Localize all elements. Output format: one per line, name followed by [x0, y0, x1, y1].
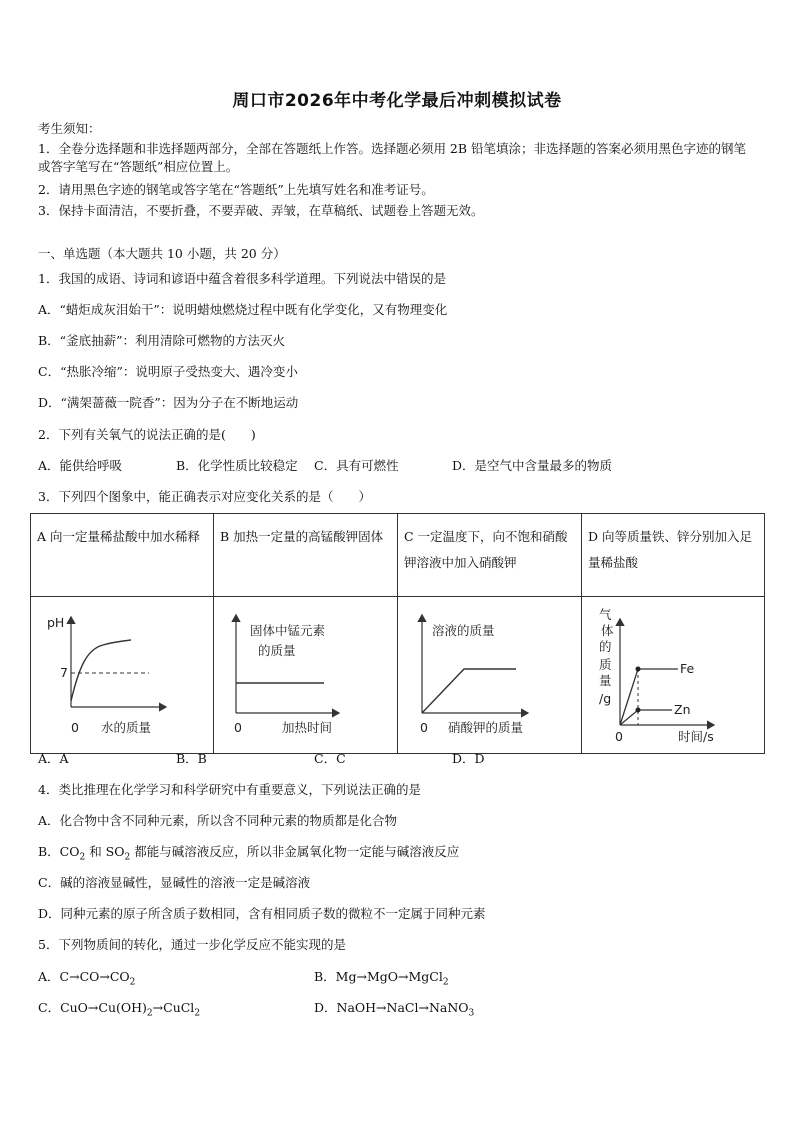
q4-option-c: C．碱的溶液显碱性，显碱性的溶液一定是碱溶液 — [38, 875, 311, 890]
q1-option-c: C．“热胀冷缩”：说明原子受热变大、遇冷变小 — [38, 364, 298, 379]
q4-stem: 4．类比推理在化学学习和科学研究中有重要意义，下列说法正确的是 — [38, 782, 421, 797]
q1-option-a: A．“蜡炬成灰泪始干”：说明蜡烛燃烧过程中既有化学变化，又有物理变化 — [38, 302, 448, 317]
graph-a-xlabel: 水的质量 — [101, 720, 152, 735]
q3-graph-b — [214, 597, 398, 754]
graph-b-ylabel-1: 固体中锰元素 — [250, 623, 326, 638]
graph-d-fe-label: Fe — [680, 661, 695, 676]
graph-d-ylabel-6: /g — [599, 691, 612, 706]
q3-caption-a: A 向一定量稀盐酸中加水稀释 — [31, 514, 214, 597]
q5-option-c: C．$CuO\to Cu(OH)_2\to CuCl_2$ — [38, 1000, 201, 1019]
graph-a-curve — [71, 640, 131, 701]
graph-d-origin: 0 — [615, 729, 623, 744]
q3-caption-d: D 向等质量铁、锌分别加入足量稀盐酸 — [582, 514, 765, 597]
notice-item-2: 2．请用黑色字迹的钢笔或答字笔在“答题纸”上先填写姓名和准考证号。 — [38, 182, 434, 197]
graph-d-fe-rise — [620, 669, 638, 725]
graph-d-fe-point — [636, 667, 641, 672]
graph-c-line — [422, 669, 516, 713]
q3-option-a: A．A — [38, 751, 69, 766]
q3-option-c: C．C — [314, 751, 346, 766]
graph-d-ylabel-5: 量 — [599, 673, 612, 688]
graph-d-ylabel-4: 质 — [599, 657, 612, 672]
q4-option-b: B．$CO_2$ 和 $SO_2$ 都能与碱溶液反应，所以非金属氧化物一定能与碱溶液反应 — [38, 844, 460, 863]
q3-figure-table — [30, 513, 765, 754]
q4-option-a: A．化合物中含不同种元素，所以含不同种元素的物质都是化合物 — [38, 813, 398, 828]
notice-item-3: 3．保持卡面清洁，不要折叠，不要弄破、弄皱，在草稿纸、试题卷上答题无效。 — [38, 203, 484, 218]
q1-option-b: B．“釜底抽薪”：利用清除可燃物的方法灭火 — [38, 333, 285, 348]
graph-a-origin: 0 — [71, 720, 79, 735]
graph-c-origin: 0 — [420, 720, 428, 735]
graph-a-ylabel: pH — [47, 615, 65, 630]
q3-caption-c: C 一定温度下，向不饱和硝酸钾溶液中加入硝酸钾 — [398, 514, 582, 597]
q5-option-d: D．NaOH→NaCl→NaNO$_3$ — [314, 1000, 475, 1019]
q5-stem: 5．下列物质间的转化，通过一步化学反应不能实现的是 — [38, 937, 346, 952]
graph-d-ylabel-3: 的 — [599, 639, 612, 654]
graph-d-zn-label: Zn — [674, 702, 691, 717]
q3-stem: 3．下列四个图象中，能正确表示对应变化关系的是（ ） — [38, 489, 371, 504]
graph-d-ylabel-1: 气 — [599, 607, 612, 622]
section-heading: 一、单选题（本大题共 10 小题，共 20 分） — [38, 246, 286, 261]
q5-option-a: A．$C\to CO\to CO_2$ — [38, 969, 136, 988]
graph-d-zn-point — [636, 708, 641, 713]
graph-b-origin: 0 — [234, 720, 242, 735]
graph-b-xlabel: 加热时间 — [282, 720, 333, 735]
q2-option-c: C．具有可燃性 — [314, 458, 399, 473]
graph-b-ylabel-2: 的质量 — [258, 643, 296, 658]
q3-option-d: D．D — [452, 751, 485, 766]
graph-a-ytick: 7 — [60, 665, 68, 680]
notice-heading: 考生须知： — [38, 121, 101, 136]
q2-option-d: D．是空气中含量最多的物质 — [452, 458, 613, 473]
q1-option-d: D．“满架蔷薇一院香”：因为分子在不断地运动 — [38, 395, 299, 410]
q5-option-b: B．Mg→MgO→MgCl$_2$ — [314, 969, 449, 988]
q3-graph-a — [31, 597, 214, 754]
q1-stem: 1．我国的成语、诗词和谚语中蕴含着很多科学道理。下列说法中错误的是 — [38, 271, 446, 286]
q2-option-a: A．能供给呼吸 — [38, 458, 123, 473]
graph-c-xlabel: 硝酸钾的质量 — [448, 720, 524, 735]
graph-d-xlabel: 时间/s — [678, 729, 714, 744]
notice-item-1: 1．全卷分选择题和非选择题两部分，全部在答题纸上作答。选择题必须用 2B 铅笔填涂；非选择题的答案必须用黑色字迹的钢笔或答字笔写在“答题纸”相应位置上。 — [38, 141, 747, 174]
q3-graph-d — [582, 597, 765, 754]
q2-stem: 2．下列有关氧气的说法正确的是( ) — [38, 427, 256, 442]
q4-option-d: D．同种元素的原子所含质子数相同，含有相同质子数的微粒不一定属于同种元素 — [38, 906, 486, 921]
q3-caption-b: B 加热一定量的高锰酸钾固体 — [214, 514, 398, 597]
page-title: 周口市2026年中考化学最后冲刺模拟试卷 — [232, 91, 562, 111]
graph-c-ylabel: 溶液的质量 — [432, 623, 495, 638]
graph-d-ylabel-2: 体 — [601, 623, 614, 638]
q3-option-b: B．B — [176, 751, 207, 766]
q2-option-b: B．化学性质比较稳定 — [176, 458, 298, 473]
q3-graph-c — [398, 597, 582, 754]
